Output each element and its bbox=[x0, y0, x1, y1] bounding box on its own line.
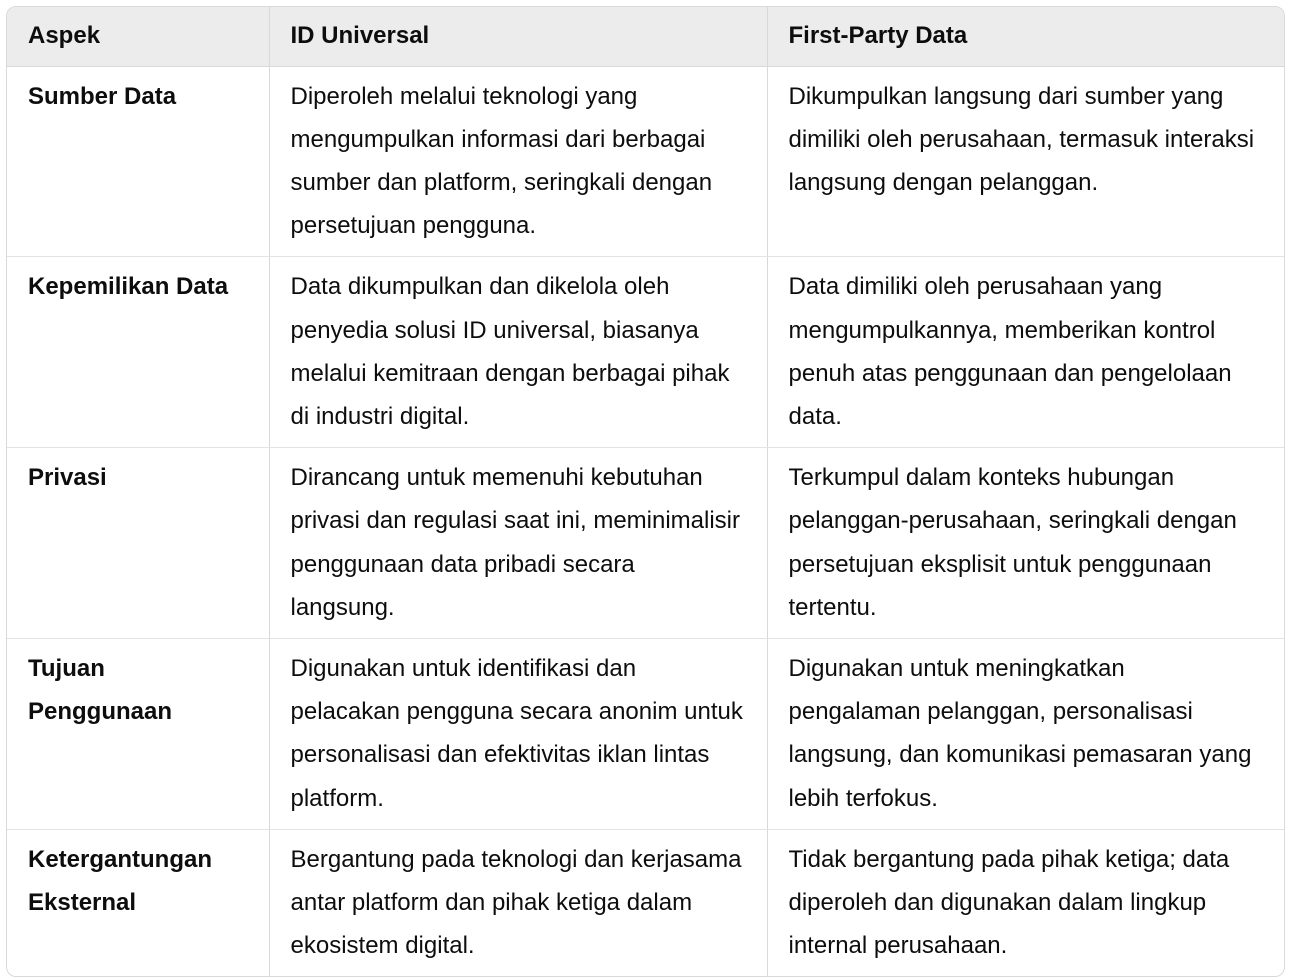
aspect-cell: Kepemilikan Data bbox=[7, 257, 269, 448]
universal-cell: Digunakan untuk identifikasi dan pelacakan pengguna secara anonim untuk personalisasi dan efektivitas iklan lintas platform. bbox=[269, 638, 767, 829]
universal-cell: Bergantung pada teknologi dan kerjasama antar platform dan pihak ketiga dalam ekosistem digital. bbox=[269, 829, 767, 976]
table-row bbox=[7, 257, 1284, 448]
header-id-universal: ID Universal bbox=[269, 7, 767, 66]
header-aspek: Aspek bbox=[7, 7, 269, 66]
universal-cell: Dirancang untuk memenuhi kebutuhan privasi dan regulasi saat ini, meminimalisir penggunaan data pribadi secara langsung. bbox=[269, 448, 767, 639]
universal-cell: Data dikumpulkan dan dikelola oleh penyedia solusi ID universal, biasanya melalui kemitraan dengan berbagai pihak di industri digital. bbox=[269, 257, 767, 448]
aspect-cell: Ketergantungan Eksternal bbox=[28, 845, 213, 916]
table-row bbox=[7, 829, 1284, 976]
universal-cell: Diperoleh melalui teknologi yang mengumpulkan informasi dari berbagai sumber dan platform, seringkali dengan persetujuan pengguna. bbox=[269, 66, 767, 257]
aspect-cell: Privasi bbox=[7, 448, 269, 639]
table-header bbox=[7, 7, 1284, 66]
aspect-cell: Tujuan Penggunaan bbox=[7, 638, 269, 829]
header-first-party-data: First-Party Data bbox=[767, 7, 1284, 66]
aspect-cell: Sumber Data bbox=[7, 66, 269, 257]
table-row bbox=[7, 66, 1284, 257]
table-row bbox=[7, 638, 1284, 829]
table-row bbox=[7, 448, 1284, 639]
comparison-table-container bbox=[6, 6, 1285, 977]
header-row bbox=[7, 7, 1284, 66]
first-party-cell: Dikumpulkan langsung dari sumber yang dimiliki oleh perusahaan, termasuk interaksi langsung dengan pelanggan. bbox=[767, 66, 1284, 257]
first-party-cell: Terkumpul dalam konteks hubungan pelanggan-perusahaan, seringkali dengan persetujuan eksplisit untuk penggunaan tertentu. bbox=[767, 448, 1284, 639]
table-body bbox=[7, 66, 1284, 976]
first-party-cell: Tidak bergantung pada pihak ketiga; data diperoleh dan digunakan dalam lingkup internal perusahaan. bbox=[767, 829, 1284, 976]
comparison-table bbox=[7, 7, 1284, 976]
first-party-cell: Data dimiliki oleh perusahaan yang mengumpulkannya, memberikan kontrol penuh atas penggunaan dan pengelolaan data. bbox=[767, 257, 1284, 448]
first-party-cell: Digunakan untuk meningkatkan pengalaman pelanggan, personalisasi langsung, dan komunikasi pemasaran yang lebih terfokus. bbox=[767, 638, 1284, 829]
